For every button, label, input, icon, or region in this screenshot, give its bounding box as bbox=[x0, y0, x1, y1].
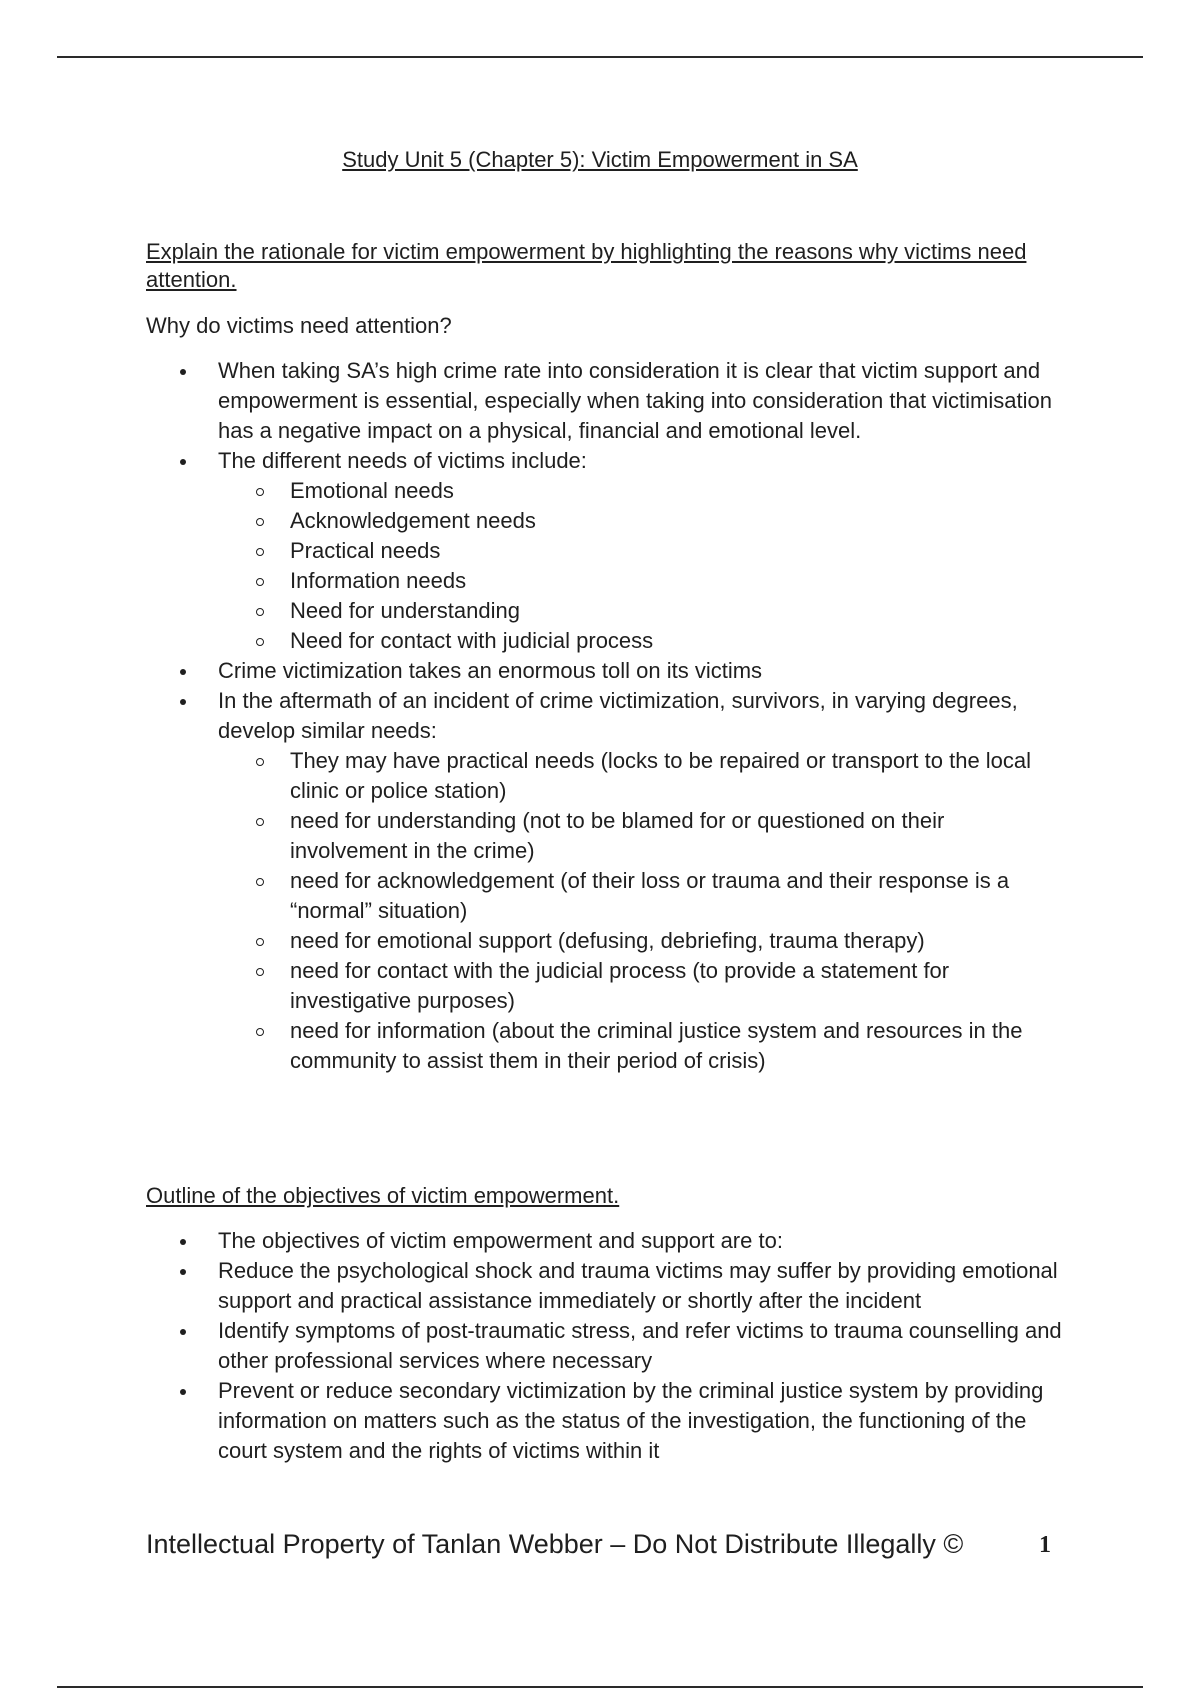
footer-copyright: Intellectual Property of Tanlan Webber – Do Not Distribute Illegally © bbox=[146, 1529, 964, 1559]
list-item bbox=[146, 356, 1066, 446]
list-item bbox=[146, 656, 1066, 686]
sub-list-item bbox=[218, 866, 1066, 926]
circle-bullet-icon bbox=[256, 548, 264, 556]
section-intro: Why do victims need attention? bbox=[146, 313, 452, 338]
top-rule bbox=[57, 56, 1143, 58]
sub-list-aftermath bbox=[218, 746, 1066, 1076]
sub-list-item bbox=[218, 926, 1066, 956]
bottom-rule bbox=[57, 1686, 1143, 1688]
circle-bullet-icon bbox=[256, 638, 264, 646]
list-item-text: Crime victimization takes an enormous toll on its victims bbox=[218, 658, 763, 683]
circle-bullet-icon bbox=[256, 878, 264, 886]
sub-list-item-text: Information needs bbox=[290, 568, 467, 593]
bullet-icon bbox=[180, 1389, 186, 1395]
sub-list-item bbox=[218, 566, 1066, 596]
list-item bbox=[146, 446, 1066, 656]
bullet-list-objectives bbox=[146, 1226, 1066, 1466]
list-item-text: Identify symptoms of post-traumatic stress, and refer victims to trauma counselling and other professional services where necessary bbox=[218, 1318, 1062, 1373]
list-item-text: The objectives of victim empowerment and support are to: bbox=[218, 1228, 783, 1253]
list-item-text: Prevent or reduce secondary victimization by the criminal justice system by providing information on matters such as the status of the investigation, the functioning of the court system and the rights of victims within it bbox=[218, 1378, 1044, 1463]
list-item bbox=[146, 1316, 1066, 1376]
sub-list-item bbox=[218, 956, 1066, 1016]
circle-bullet-icon bbox=[256, 758, 264, 766]
section-rationale bbox=[146, 238, 1066, 1076]
sub-list-item bbox=[218, 476, 1066, 506]
section-heading-objectives: Outline of the objectives of victim empowerment. bbox=[146, 1183, 620, 1208]
sub-list-item-text: need for emotional support (defusing, debriefing, trauma therapy) bbox=[290, 928, 925, 953]
sub-list-item-text: need for contact with the judicial process (to provide a statement for investigative purposes) bbox=[290, 958, 950, 1013]
sub-list-item-text: need for understanding (not to be blamed for or questioned on their involvement in the crime) bbox=[290, 808, 945, 863]
sub-list-item-text: need for information (about the criminal justice system and resources in the community to assist them in their period of crisis) bbox=[290, 1018, 1023, 1073]
sub-list-needs bbox=[218, 476, 1066, 656]
bullet-icon bbox=[180, 669, 186, 675]
bullet-icon bbox=[180, 1239, 186, 1245]
sub-list-item bbox=[218, 746, 1066, 806]
sub-list-item bbox=[218, 1016, 1066, 1076]
section-objectives bbox=[146, 1182, 1066, 1466]
sub-list-item-text: Acknowledgement needs bbox=[290, 508, 536, 533]
bullet-icon bbox=[180, 369, 186, 375]
bullet-icon bbox=[180, 699, 186, 705]
sub-list-item bbox=[218, 596, 1066, 626]
sub-list-item-text: They may have practical needs (locks to be repaired or transport to the local clinic or police station) bbox=[290, 748, 1032, 803]
sub-list-item bbox=[218, 626, 1066, 656]
sub-list-item-text: Emotional needs bbox=[290, 478, 454, 503]
section-heading-rationale: Explain the rationale for victim empowerment by highlighting the reasons why victims need attention. bbox=[146, 239, 1027, 292]
bullet-icon bbox=[180, 1329, 186, 1335]
bullet-icon bbox=[180, 459, 186, 465]
circle-bullet-icon bbox=[256, 518, 264, 526]
sub-list-item bbox=[218, 506, 1066, 536]
sub-list-item bbox=[218, 806, 1066, 866]
sub-list-item-text: need for acknowledgement (of their loss or trauma and their response is a “normal” situation) bbox=[290, 868, 1010, 923]
list-item-text: The different needs of victims include: bbox=[218, 448, 587, 473]
page-title: Study Unit 5 (Chapter 5): Victim Empowerment in SA bbox=[342, 147, 858, 172]
circle-bullet-icon bbox=[256, 608, 264, 616]
circle-bullet-icon bbox=[256, 578, 264, 586]
circle-bullet-icon bbox=[256, 488, 264, 496]
bullet-list-rationale bbox=[146, 356, 1066, 1076]
circle-bullet-icon bbox=[256, 968, 264, 976]
circle-bullet-icon bbox=[256, 818, 264, 826]
sub-list-item-text: Practical needs bbox=[290, 538, 441, 563]
list-item bbox=[146, 1226, 1066, 1256]
bullet-icon bbox=[180, 1269, 186, 1275]
page-number: 1 bbox=[1039, 1532, 1051, 1558]
sub-list-item-text: Need for understanding bbox=[290, 598, 520, 623]
sub-list-item-text: Need for contact with judicial process bbox=[290, 628, 654, 653]
circle-bullet-icon bbox=[256, 938, 264, 946]
list-item-text: Reduce the psychological shock and trauma victims may suffer by providing emotional support and practical assistance immediately or shortly after the incident bbox=[218, 1258, 1058, 1313]
list-item bbox=[146, 1376, 1066, 1466]
sub-list-item bbox=[218, 536, 1066, 566]
list-item-text: When taking SA’s high crime rate into consideration it is clear that victim support and empowerment is essential, especially when taking into consideration that victimisation has a negative impact on a physical, financial and emotional level. bbox=[218, 358, 1052, 443]
list-item bbox=[146, 1256, 1066, 1316]
list-item bbox=[146, 686, 1066, 1076]
list-item-text: In the aftermath of an incident of crime victimization, survivors, in varying degrees, develop similar needs: bbox=[218, 688, 1018, 743]
circle-bullet-icon bbox=[256, 1028, 264, 1036]
